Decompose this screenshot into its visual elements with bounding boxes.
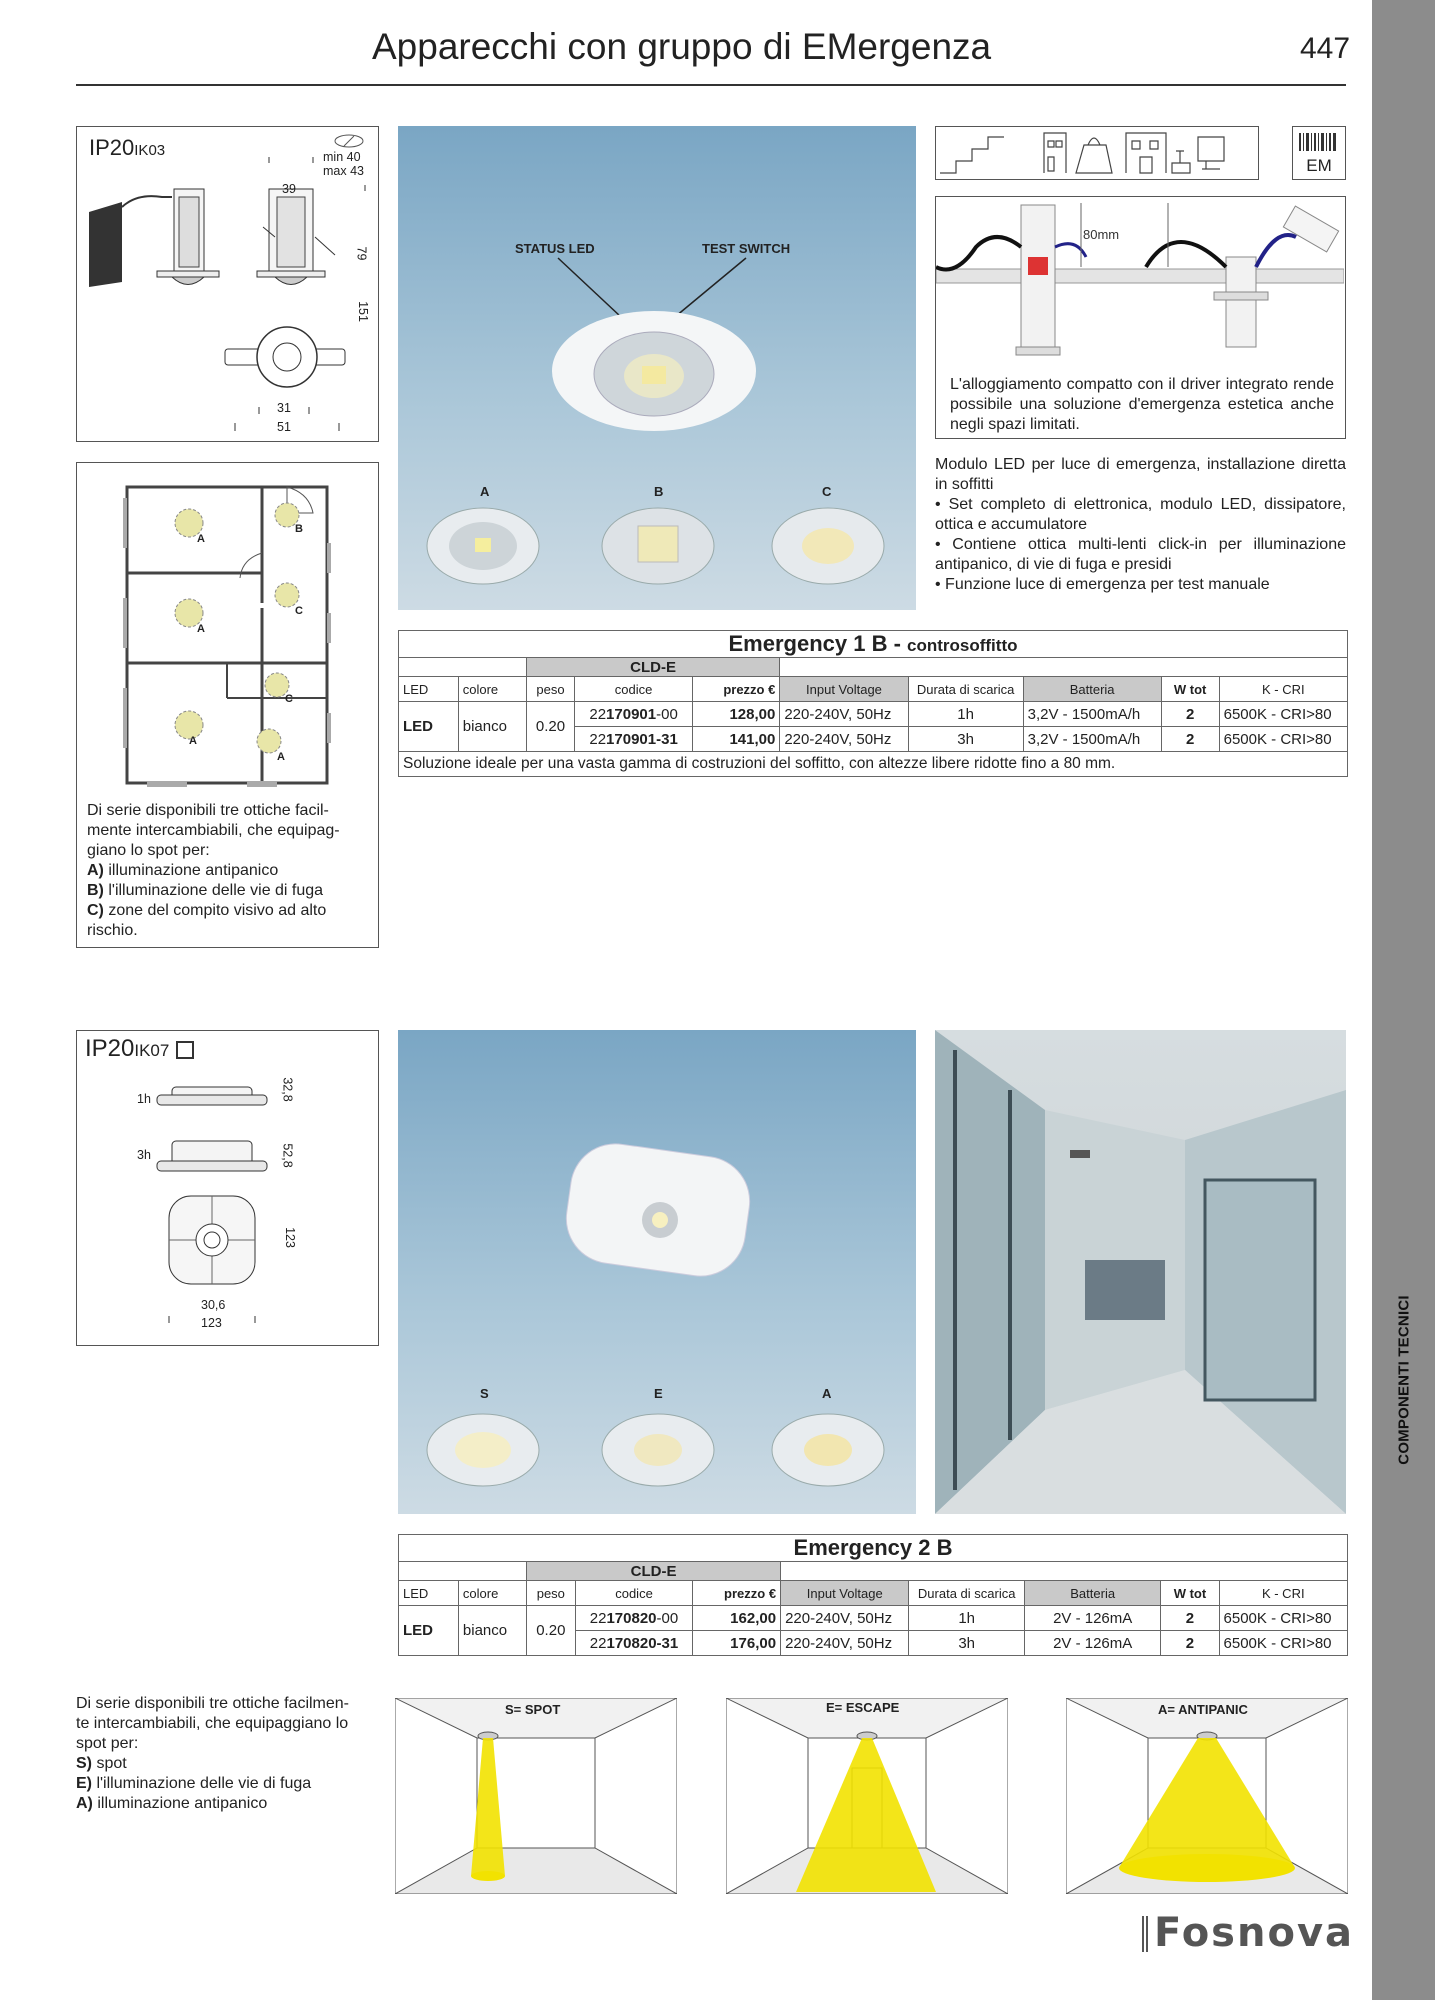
page-number: 447	[1300, 32, 1351, 65]
cell-batteria: 3,2V - 1500mA/h	[1023, 727, 1161, 752]
option-c-label: C	[822, 484, 832, 499]
col-header: peso	[526, 677, 574, 702]
install-caption: L'alloggiamento compatto con il driver integrato rende possibile una soluzione d'emergenza estetica anche negli spazi limitati.	[950, 376, 1334, 433]
table2-spacer	[781, 1562, 1348, 1581]
dim-3h: 3h	[137, 1148, 151, 1162]
beam-spot-label: S= SPOT	[505, 1702, 561, 1717]
col-header: Input Voltage	[780, 677, 908, 702]
col-header: K - CRI	[1219, 1581, 1347, 1606]
floorplan-box	[76, 462, 379, 948]
table-row	[399, 702, 1348, 727]
page-title: Apparecchi con gruppo di EMergenza	[372, 26, 992, 67]
dim-31: 31	[277, 401, 291, 415]
product2-photo-svg	[398, 1030, 916, 1514]
option-s-label: S	[480, 1386, 489, 1401]
dim-151: 151	[355, 301, 370, 322]
floorplan-svg	[77, 463, 377, 793]
cell-kcri: 6500K - CRI>80	[1219, 727, 1347, 752]
product1-photo-svg	[398, 126, 916, 610]
plan-label: C	[285, 693, 293, 705]
cell-codice: 22170901-00	[575, 702, 693, 727]
col-header: Input Voltage	[781, 1581, 909, 1606]
col-header: K - CRI	[1219, 677, 1347, 702]
beam-antipanic-label: A= ANTIPANIC	[1158, 1702, 1248, 1717]
table1-title: Emergency 1 B - controsoffitto	[399, 631, 1348, 658]
table1-note: Soluzione ideale per una vasta gamma di costruzioni del soffitto, con altezze libere ridotte fino a 80 mm.	[399, 752, 1348, 777]
sidebar-strip	[1372, 0, 1435, 2000]
col-header: colore	[458, 677, 526, 702]
col-header: Durata di scarica	[909, 1581, 1025, 1606]
cell-durata: 3h	[908, 727, 1023, 752]
cell-price: 162,00	[693, 1606, 781, 1631]
cell-kcri: 6500K - CRI>80	[1219, 1606, 1347, 1631]
office-photo	[935, 1030, 1346, 1514]
cell-input: 220-240V, 50Hz	[781, 1631, 909, 1656]
application-icons	[935, 126, 1259, 180]
col-header: LED	[399, 677, 459, 702]
ip-rating: IP20IK07	[85, 1035, 194, 1063]
dim-30-6: 30,6	[201, 1298, 226, 1312]
beam-escape-label: E= ESCAPE	[826, 1700, 900, 1715]
cell-price: 141,00	[692, 727, 779, 752]
cell-batteria: 2V - 126mA	[1024, 1631, 1160, 1656]
ip-rating: IP20IK03	[89, 135, 166, 160]
cell-price: 176,00	[693, 1631, 781, 1656]
option-b-label: B	[654, 484, 664, 499]
dim-max: max 43	[323, 164, 364, 178]
product1-photo	[398, 126, 916, 610]
product2-caption: Di serie disponibili tre ottiche facilmen- te intercambiabili, che equipaggiano lo spot per: S) spot E) l'illuminazione delle vie di fuga A) illuminazione antipanico	[76, 1695, 349, 1812]
plan-label: A	[197, 533, 205, 545]
product2-photo	[398, 1030, 916, 1514]
product1-description: Modulo LED per luce di emergenza, installazione diretta in soffitti • Set completo di elettronica, modulo LED, dissipatore, ottica e accumulatore • Contiene ottica multi-lenti click-in per illuminazione antipanico, di vie di fuga e presidi • Funzione luce di emergenza per test manuale	[935, 456, 1346, 593]
col-header: peso	[527, 1581, 575, 1606]
col-header: LED	[399, 1581, 459, 1606]
spec-table-1	[398, 630, 1348, 777]
cell-wtot: 2	[1161, 702, 1219, 727]
beam-escape-svg	[726, 1698, 1008, 1894]
cell-colore: bianco	[458, 1606, 526, 1656]
cell-led: LED	[399, 702, 459, 752]
col-header: Batteria	[1023, 677, 1161, 702]
dim-51: 51	[277, 420, 291, 434]
cell-batteria: 2V - 126mA	[1024, 1606, 1160, 1631]
cell-codice: 22170820-31	[575, 1631, 693, 1656]
cell-kcri: 6500K - CRI>80	[1219, 702, 1347, 727]
col-header: prezzo €	[693, 1581, 781, 1606]
plan-label: C	[295, 605, 303, 617]
cell-wtot: 2	[1161, 727, 1219, 752]
option-a-label: A	[480, 484, 490, 499]
cell-input: 220-240V, 50Hz	[781, 1606, 909, 1631]
dim-123-v: 123	[282, 1227, 297, 1248]
beam-escape-diagram	[726, 1698, 1008, 1894]
col-header: Durata di scarica	[908, 677, 1023, 702]
plan-label: A	[277, 751, 285, 763]
cell-wtot: 2	[1161, 1606, 1219, 1631]
em-badge-text: EM	[1306, 156, 1332, 175]
table2-group: CLD-E	[527, 1562, 781, 1581]
col-header: codice	[575, 1581, 693, 1606]
cell-codice: 22170901-31	[575, 727, 693, 752]
fosnova-logo	[1142, 1910, 1355, 1956]
product2-dimension-svg	[77, 1031, 377, 1344]
cell-durata: 1h	[908, 702, 1023, 727]
cell-wtot: 2	[1161, 1631, 1219, 1656]
table1-spacer	[780, 658, 1348, 677]
option-a-label: A	[822, 1386, 832, 1401]
cell-price: 128,00	[692, 702, 779, 727]
cell-durata: 1h	[909, 1606, 1025, 1631]
col-header: codice	[575, 677, 693, 702]
install-dim: 80mm	[1083, 227, 1120, 242]
beam-antipanic-svg	[1066, 1698, 1348, 1894]
col-header: colore	[458, 1581, 526, 1606]
table2-title: Emergency 2 B	[399, 1535, 1348, 1562]
spec-table-2	[398, 1534, 1348, 1656]
plan-label: A	[197, 623, 205, 635]
building-icons	[936, 127, 1256, 177]
cell-led: LED	[399, 1606, 459, 1656]
plan-label: A	[189, 735, 197, 747]
status-led-label: STATUS LED	[515, 241, 595, 256]
cell-peso: 0.20	[527, 1606, 575, 1656]
dim-123-h: 123	[201, 1316, 222, 1330]
logo-text: Fosnova	[1154, 1910, 1355, 1956]
product1-dimension-drawing	[76, 126, 379, 442]
table-row	[399, 1606, 1348, 1631]
test-switch-label: TEST SWITCH	[702, 241, 791, 256]
cell-input: 220-240V, 50Hz	[780, 702, 908, 727]
col-header: W tot	[1161, 1581, 1219, 1606]
office-photo-svg	[935, 1030, 1346, 1514]
cell-batteria: 3,2V - 1500mA/h	[1023, 702, 1161, 727]
logo-mark	[1142, 1916, 1150, 1952]
table1-spacer	[399, 658, 527, 677]
cell-durata: 3h	[909, 1631, 1025, 1656]
cell-colore: bianco	[458, 702, 526, 752]
option-e-label: E	[654, 1386, 663, 1401]
col-header: W tot	[1161, 677, 1219, 702]
cell-input: 220-240V, 50Hz	[780, 727, 908, 752]
dim-39: 39	[282, 182, 296, 196]
barcode-icon	[1297, 131, 1341, 153]
cell-codice: 22170820-00	[575, 1606, 693, 1631]
dim-79: 79	[354, 246, 369, 261]
installation-image	[935, 196, 1346, 439]
product2-dimension-drawing	[76, 1030, 379, 1346]
beam-antipanic-diagram	[1066, 1698, 1348, 1894]
sidebar-section-label: COMPONENTI TECNICI	[1395, 1295, 1413, 1465]
plan-label: B	[295, 523, 303, 535]
col-header: prezzo €	[692, 677, 779, 702]
em-badge	[1292, 126, 1346, 180]
table2-spacer	[399, 1562, 527, 1581]
table1-group: CLD-E	[526, 658, 780, 677]
dim-52-8: 52,8	[280, 1143, 295, 1168]
dim-1h: 1h	[137, 1092, 151, 1106]
dim-32-8: 32,8	[280, 1077, 295, 1102]
cell-peso: 0.20	[526, 702, 574, 752]
beam-spot-diagram	[395, 1698, 677, 1894]
col-header: Batteria	[1024, 1581, 1160, 1606]
dim-min: min 40	[323, 150, 361, 164]
cell-kcri: 6500K - CRI>80	[1219, 1631, 1347, 1656]
beam-spot-svg	[395, 1698, 677, 1894]
header-rule	[76, 84, 1346, 86]
dimension-svg	[77, 127, 377, 440]
floorplan-caption: Di serie disponibili tre ottiche facil- mente intercambiabili, che equipag- giano lo spot per: A) illuminazione antipanico B) l'illuminazione delle vie di fuga C) zone del compito visivo ad alto rischio.	[87, 802, 340, 939]
